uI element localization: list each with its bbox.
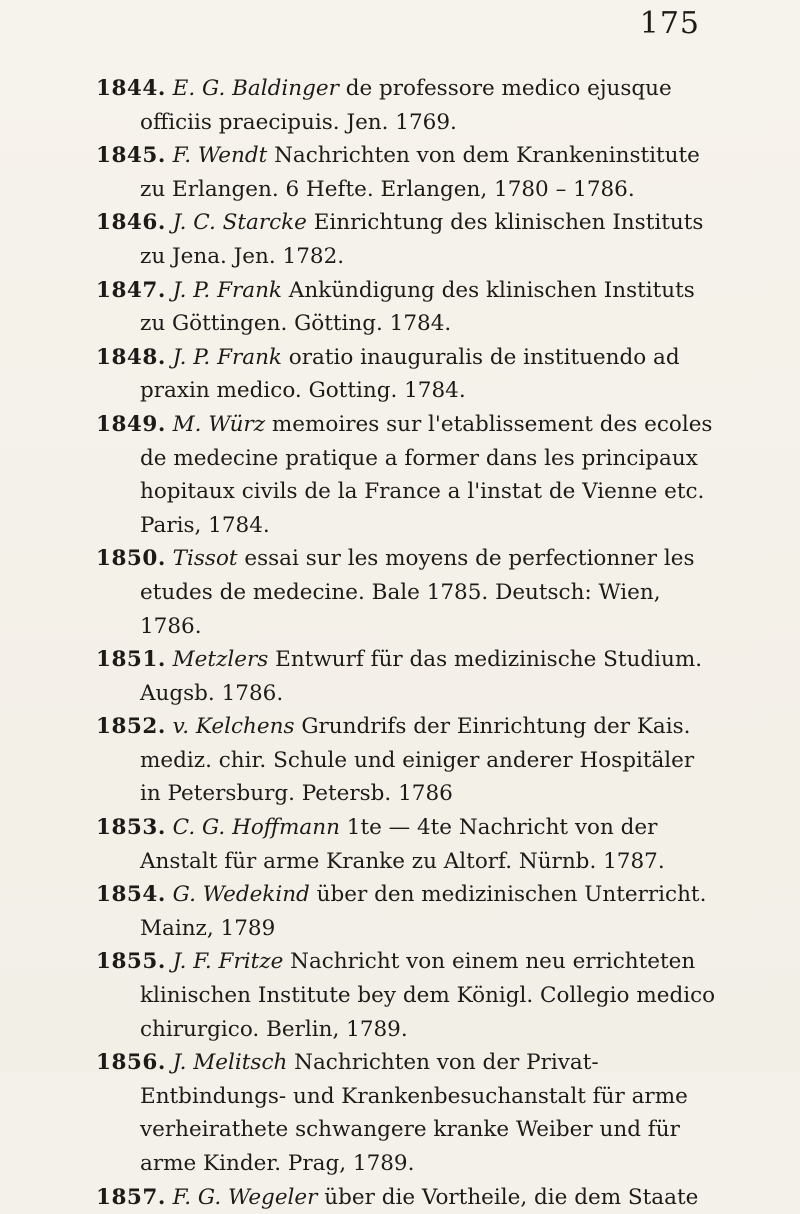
entry-text: oratio inauguralis de instituendo ad praxin medico. Gotting. 1784. [140,344,680,404]
bibliography-entry [96,542,720,643]
bibliography-entry [96,206,720,273]
bibliography-entry [96,139,720,206]
entry-number: 1852. [96,714,166,740]
entry-number: 1851. [96,647,166,673]
bibliography-entry [96,408,720,542]
entry-text: de professore medico ejusque officiis praecipuis. Jen. 1769. [140,76,672,135]
bibliography-entry [96,811,720,878]
entry-author: G. Wedekind [172,882,310,908]
entry-author: J. Melitsch [172,1050,288,1076]
entry-text: Entwurf für das medizinische Studium. Augsb. 1786. [140,647,703,706]
bibliography-entry [96,1181,720,1214]
bibliography-entry [96,878,720,945]
bibliography-entry [96,72,720,139]
entry-author: J. P. Frank [172,344,282,370]
entry-number: 1857. [96,1184,166,1210]
entry-number: 1849. [96,411,166,437]
entry-text: essai sur les moyens de perfectionner les etudes de medecine. Bale 1785. Deutsch: Wien, 1786. [140,546,695,639]
entry-number: 1850. [96,546,166,572]
entry-text: über die Vortheile, die dem Staate [317,1184,699,1210]
entry-number: 1847. [96,277,166,303]
entry-text: Grundrifs der Einrichtung der Kais. mediz. chir. Schule und einiger anderer Hospitäler in Petersburg. Petersb. 1786 [140,714,695,807]
bibliography-entry [96,945,720,1046]
entry-number: 1855. [96,949,166,975]
entry-author: F. Wendt [172,143,268,169]
entry-author: J. C. Starcke [172,210,307,236]
entry-number: 1844. [96,76,166,101]
entry-author: F. G. Wegeler [172,1184,318,1210]
entry-author: C. G. Hoffmann [172,815,340,841]
entry-author: M. Würz [172,411,266,437]
page-number: 175 [639,6,700,41]
entry-text: Nachricht von einem neu errichteten klinischen Institute bey dem Königl. Collegio medico chirurgico. Berlin, 1789. [140,949,716,1042]
entry-author: J. P. Frank [172,277,282,303]
bibliography-entry [96,341,720,408]
bibliography-entry [96,1046,720,1180]
bibliography-list [96,72,720,1214]
entry-number: 1848. [96,344,166,370]
entry-number: 1856. [96,1050,166,1076]
entry-author: Tissot [172,546,238,572]
entry-author: E. G. Baldinger [172,76,339,101]
entry-text: Ankündigung des klinischen Instituts zu Göttingen. Götting. 1784. [140,277,695,337]
entry-text: Einrichtung des klinischen Instituts zu Jena. Jen. 1782. [140,210,704,269]
entry-text: memoires sur l'etablissement des ecoles de medecine pratique a former dans les principaux hopitaux civils de la France a l'instat de Vienne etc. Paris, 1784. [140,411,713,538]
entry-number: 1854. [96,882,166,908]
entry-author: Metzlers [172,647,269,673]
entry-text: Nachrichten von der Privat-Entbindungs- und Krankenbesuchanstalt für arme verheirathete schwangere kranke Weiber und für arme Kinder. Prag, 1789. [140,1050,688,1176]
entry-number: 1846. [96,210,166,236]
bibliography-entry [96,643,720,710]
entry-author: J. F. Fritze [172,949,284,975]
entry-text: über den medizinischen Unterricht. Mainz, 1789 [140,882,707,941]
entry-text: 1te — 4te Nachricht von der Anstalt für arme Kranke zu Altorf. Nürnb. 1787. [140,815,665,874]
entry-author: v. Kelchens [172,714,295,740]
entry-text: Nachrichten von dem Krankeninstitute zu Erlangen. 6 Hefte. Erlangen, 1780 – 1786. [140,143,700,202]
bibliography-entry [96,274,720,341]
entry-number: 1853. [96,815,166,841]
bibliography-entry [96,710,720,811]
entry-number: 1845. [96,143,166,169]
